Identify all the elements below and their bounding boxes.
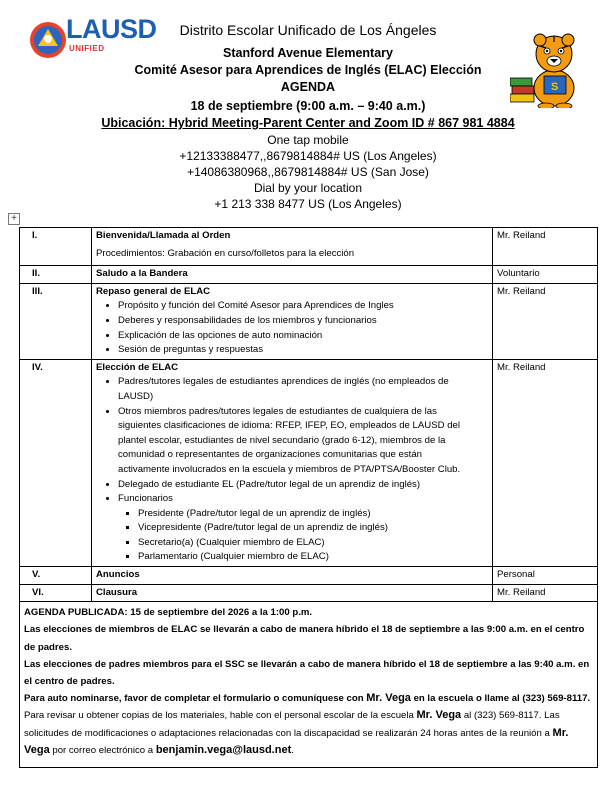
contact-name: Mr. Vega [24,726,569,756]
list-item [118,492,468,565]
item-title: Repaso general de ELAC [96,285,211,297]
district-name: Distrito Escolar Unificado de Los Ángeles [179,22,437,38]
agenda-table [19,227,598,768]
item-presenter: Mr. Reiland [493,228,598,266]
sub-list-item: ▪ Presidente (Padre/tutor legal de un aprendiz de inglés) [138,507,468,522]
contact-email[interactable]: benjamin.vega@lausd.net [155,743,292,756]
item-title: Bienvenida/Llamada al Orden [96,230,231,241]
sub-list-item: ▪ Secretario(a) (Cualquier miembro de ELAC) [138,536,468,551]
accommodations-text: al (323) 569-8117. Las solicitudes de modificaciones o adaptaciones relacionadas con la discapacidad se realizarán 24 horas antes de la reunión a [24,710,560,739]
meeting-location: Ubicación: Hybrid Meeting-Parent Center and Zoom ID # 867 981 4884 [101,116,515,130]
table-row [20,567,598,585]
self-nomination-note [24,690,593,707]
item-number: IV. [20,359,92,566]
header [0,22,616,212]
ssc-elections-note: Las elecciones de padres miembros para el SSC se llevarán a cabo de manera híbrido el 18 de septiembre a las 9:40 a.m. en el centro de padres. [24,658,590,688]
item-presenter: Voluntario [493,266,598,284]
svg-text:S: S [551,81,559,93]
table-move-handle-icon[interactable]: + [8,213,20,225]
list-item: • Sesión de preguntas y respuestas [118,343,488,358]
item-presenter: Mr. Reiland [493,359,598,566]
bullet-list [96,299,488,357]
item-number: VI. [20,584,92,602]
phone-san-jose: +14086380968,,8679814884# US (San Jose) [187,165,429,179]
list-item: • Delegado de estudiante EL (Padre/tutor legal de un aprendiz de inglés) [118,478,468,493]
item-title: Anuncios [92,567,493,585]
item-number: II. [20,266,92,284]
logo-subtext: UNIFIED [69,44,105,53]
list-item: • Explicación de las opciones de auto nominación [118,329,488,344]
footer-notes [20,602,598,768]
item-number: V. [20,567,92,585]
published-date: AGENDA PUBLICADA: 15 de septiembre del 2026 a la 1:00 p.m. [24,607,313,619]
table-row [20,584,598,602]
item-presenter: Mr. Reiland [493,584,598,602]
item-number: I. [20,228,92,266]
school-name: Stanford Avenue Elementary [223,46,393,60]
sub-list-item: ▪ Vicepresidente (Padre/tutor legal de un aprendiz de inglés) [138,521,468,536]
elac-elections-note: Las elecciones de miembros de ELAC se llevarán a cabo de manera híbrido el 18 de septiembre a las 9:00 a.m. en el centro de padres. [24,624,585,653]
phone-dial: +1 213 338 8477 US (Los Angeles) [214,197,402,211]
self-nomination-phone: en la escuela o llame al (323) 569-8117. [410,693,591,705]
table-row [20,359,598,566]
item-number: III. [20,283,92,359]
contact-name: Mr. Vega [366,692,411,705]
list-item: • Deberes y responsabilidades de los miembros y funcionarios [118,314,488,329]
item-description: Procedimientos: Grabación en curso/folletos para la elección [96,247,355,259]
bullet-list [96,375,488,565]
period: . [291,744,294,756]
table-row [20,283,598,359]
email-lead-text: por correo electrónico a [49,744,156,756]
copies-note [24,707,593,759]
sub-list-item: ▪ Parlamentario (Cualquier miembro de ELAC) [138,550,468,565]
phone-los-angeles: +12133388477,,8679814884# US (Los Angeles) [179,149,437,163]
list-item: • Otros miembros padres/tutores legales de estudiantes de cualquiera de las siguientes clasificaciones de idioma: RFEP, IFEP, EO, empleados de LAUSD del plantel escolar, estudiantes de nivel secundario (grado 6-12), miembros de la comunidad o representantes de organizaciones comunitarias que están activamente involucrados en la escuela y miembros de PTA/PTSA/Booster Club. [118,405,468,478]
item-presenter: Mr. Reiland [493,283,598,359]
footer-row [20,602,598,768]
committee-title: Comité Asesor para Aprendices de Inglés (ELAC) Elección [134,63,482,77]
contact-name: Mr. Vega [416,709,462,722]
item-presenter: Personal [493,567,598,585]
table-row [20,228,598,266]
copies-text: Para revisar u obtener copias de los materiales, hable con el personal escolar de la escuela [24,710,417,722]
item-title: Elección de ELAC [96,361,179,373]
list-item-label: Funcionarios [118,493,173,505]
item-title: Clausura [92,584,493,602]
logo-text: LAUSD [66,14,157,44]
self-nomination-text: Para auto nominarse, favor de completar el formulario o comuníquese con [24,693,367,705]
agenda-title: AGENDA [280,80,336,94]
dial-label: Dial by your location [253,181,363,195]
meeting-date: 18 de septiembre (9:00 a.m. – 9:40 a.m.) [190,99,426,113]
list-item: • Propósito y función del Comité Asesor para Aprendices de Ingles [118,299,488,314]
item-title: Saludo a la Bandera [92,266,493,284]
sub-bullet-list [118,507,468,565]
one-tap-label: One tap mobile [267,133,349,147]
list-item: • Padres/tutores legales de estudiantes aprendices de inglés (no empleados de LAUSD) [118,375,468,404]
table-row [20,266,598,284]
